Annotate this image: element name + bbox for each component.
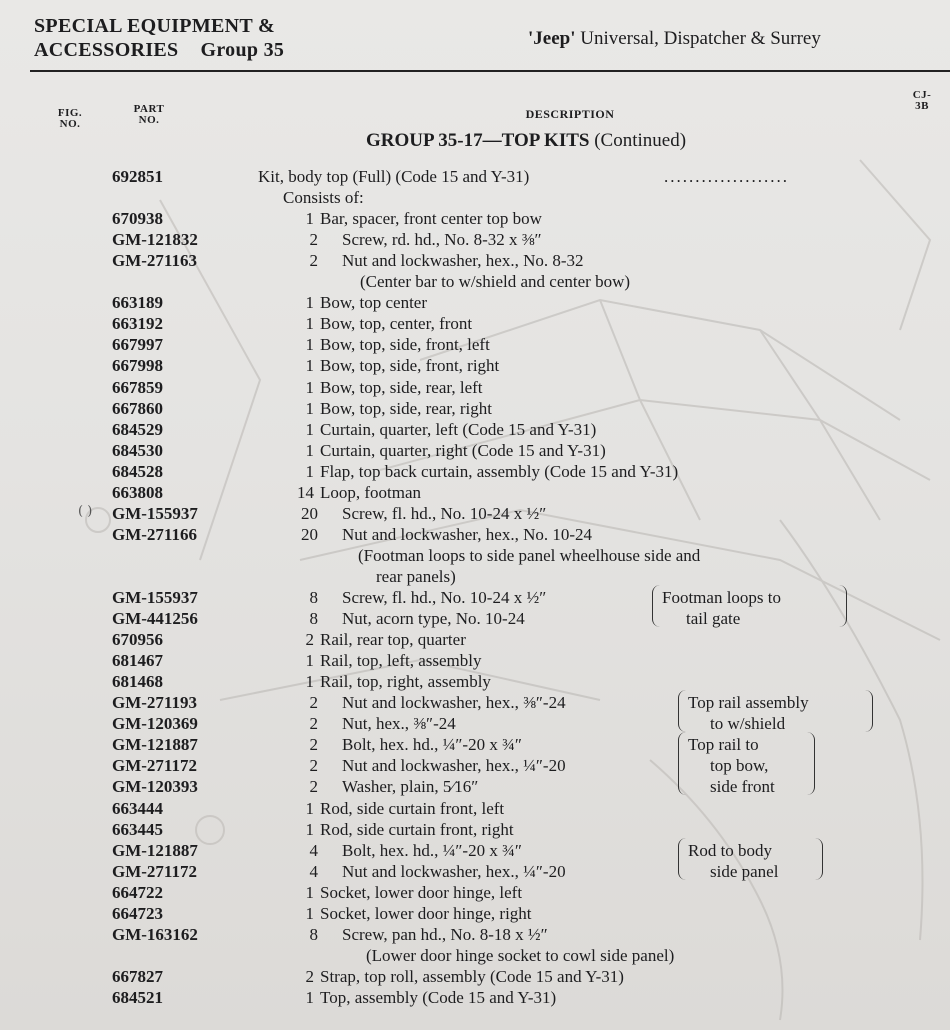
left-brace [678,838,687,880]
part-number: 684521 [112,987,163,1007]
heading-accessories: ACCESSORIES [34,39,179,61]
part-description: Nut, acorn type, No. 10-24 [342,609,525,629]
left-brace [652,585,661,627]
header-rule [30,70,950,72]
bracket-note: side panel [710,861,779,881]
page-heading [34,14,284,62]
description-column-header: DESCRIPTION [525,107,615,121]
part-description: Bow, top, side, rear, right [320,398,492,418]
quantity: 1 [305,882,314,902]
dot-leader: .................... [664,167,789,186]
parts-row [0,629,950,650]
parts-row [0,187,950,208]
part-no-column-header [124,104,174,126]
part-number: GM-163162 [112,924,198,944]
quantity: 2 [309,735,318,755]
quantity: 1 [305,314,314,334]
quantity: 1 [305,440,314,460]
usage-note: (Center bar to w/shield and center bow) [360,272,631,292]
parts-row [0,419,950,440]
heading-group: Group 35 [200,39,285,61]
quantity: 1 [305,819,314,839]
part-description: Bow, top, center, front [320,314,473,334]
vehicle-models: Universal, Dispatcher & Surrey [580,28,821,49]
bracket-note: Top rail assembly [688,693,809,713]
quantity: 8 [309,924,318,944]
part-number: 667997 [112,335,163,355]
section-title [366,130,686,152]
parts-row [0,398,950,419]
quantity: 1 [305,335,314,355]
part-label: PART [133,103,165,115]
part-description: Bow, top, side, rear, left [320,377,483,397]
parts-row [0,650,950,671]
part-description: Flap, top back curtain, assembly (Code 15 and Y-31) [320,461,679,481]
part-description: Nut and lockwasher, hex., ¼″-20 [342,756,566,776]
part-description: Screw, rd. hd., No. 8-32 x ⅜″ [342,230,542,250]
parts-row [0,692,950,713]
part-number: 663189 [112,293,163,313]
section-name: TOP KITS [501,130,590,151]
quantity: 4 [309,840,318,860]
parts-row [0,861,950,882]
part-number: 663192 [112,314,163,334]
quantity: 1 [305,798,314,818]
fig-label: FIG. [57,107,83,119]
part-description: Washer, plain, 5⁄16″ [342,777,479,797]
part-description: Bar, spacer, front center top bow [320,209,542,229]
quantity: 20 [301,503,318,523]
part-number: GM-271166 [112,524,197,544]
parts-row [0,355,950,376]
no-label: NO. [59,118,81,130]
quantity: 1 [305,293,314,313]
parts-row [0,903,950,924]
parts-row [0,482,950,503]
part-description: Top, assembly (Code 15 and Y-31) [320,987,557,1007]
quantity: 1 [305,903,314,923]
parts-row [0,819,950,840]
parts-row [0,671,950,692]
part-description: Curtain, quarter, left (Code 15 and Y-31) [320,419,597,439]
parts-row [0,461,950,482]
part-description: Nut and lockwasher, hex., No. 10-24 [342,524,593,544]
parts-row [0,840,950,861]
parts-row [0,524,950,545]
part-description: Nut, hex., ⅜″-24 [342,714,456,734]
part-description: Bow, top, side, front, left [320,335,490,355]
margin-mark: ( ) [78,504,93,519]
part-number: 667998 [112,356,163,376]
quantity: 2 [305,966,314,986]
part-description: Screw, fl. hd., No. 10-24 x ½″ [342,588,547,607]
right-brace [806,732,815,795]
parts-row [0,313,950,334]
section-continued: (Continued) [594,130,687,151]
part-no-label: NO. [138,114,160,126]
part-description: Screw, pan hd., No. 8-18 x ½″ [342,924,548,944]
part-description: Bolt, hex. hd., ¼″-20 x ¾″ [342,840,522,860]
quantity: 8 [309,609,318,629]
bracket-note: tail gate [686,609,741,629]
left-brace [678,690,687,732]
model-label-1: CJ- [912,89,932,101]
quantity: 2 [309,251,318,271]
part-description: Nut and lockwasher, hex., ¼″-20 [342,861,566,881]
part-number: 684528 [112,461,163,481]
part-number: 663444 [112,798,163,818]
parts-row [0,566,950,587]
part-description: Kit, body top (Full) (Code 15 and Y-31) [258,167,530,186]
part-number: GM-155937 [112,503,198,523]
parts-row [0,440,950,461]
quantity: 2 [309,230,318,250]
part-number: GM-271163 [112,251,197,271]
model-column-header [902,90,942,112]
parts-row [0,292,950,313]
part-description: Nut and lockwasher, hex., ⅜″-24 [342,693,566,713]
part-number: GM-120369 [112,714,198,734]
parts-row [0,250,950,271]
part-number: GM-121887 [112,735,198,755]
right-brace [838,585,847,627]
quantity: 14 [297,482,314,502]
part-description: Strap, top roll, assembly (Code 15 and Y-31) [320,966,624,986]
parts-row [0,713,950,734]
quantity: 2 [309,756,318,776]
part-number: 681467 [112,651,163,671]
vehicle-brand: 'Jeep' [528,28,576,49]
part-description: Rod, side curtain front, left [320,798,505,818]
bracket-note: to w/shield [710,714,786,734]
parts-row [0,377,950,398]
bracket-note: side front [710,777,775,797]
parts-row [0,208,950,229]
part-number: 667859 [112,377,163,397]
bracket-note: Rod to body [688,840,773,860]
model-label-2: 3B [915,100,929,112]
parts-row [0,587,950,608]
quantity: 20 [301,524,318,544]
part-description: Screw, fl. hd., No. 10-24 x ½″ [342,503,547,523]
quantity: 1 [305,672,314,692]
parts-row [0,987,950,1008]
parts-row [0,271,950,292]
part-number: 670938 [112,209,163,229]
part-description: Loop, footman [320,482,422,502]
quantity: 2 [309,693,318,713]
part-number: GM-155937 [112,588,198,607]
usage-note: (Lower door hinge socket to cowl side panel) [366,945,675,965]
part-number: 681468 [112,672,163,692]
quantity: 1 [305,209,314,229]
part-number: 692851 [112,167,163,186]
section-group: GROUP 35-17— [366,130,502,151]
part-number: 684529 [112,419,163,439]
right-brace [814,838,823,880]
part-number: GM-271172 [112,756,197,776]
quantity: 1 [305,419,314,439]
fig-no-column-header [50,108,90,130]
parts-row [0,945,950,966]
quantity: 1 [305,377,314,397]
bracket-note: Footman loops to [662,588,782,607]
part-number: 664722 [112,882,163,902]
vehicle-title [528,28,821,50]
heading-line-2 [34,38,284,62]
part-description: Rail, top, right, assembly [320,672,491,692]
usage-note: (Footman loops to side panel wheelhouse side and [358,545,701,565]
parts-row [0,166,950,187]
part-number: 664723 [112,903,163,923]
part-description: Consists of: [283,188,364,208]
parts-row [0,334,950,355]
part-description: Rail, top, left, assembly [320,651,482,671]
parts-row [0,966,950,987]
part-number: 667860 [112,398,163,418]
part-description: Rod, side curtain front, right [320,819,514,839]
left-brace [678,732,687,795]
quantity: 2 [309,777,318,797]
part-number: GM-441256 [112,609,198,629]
part-description: Bow, top center [320,293,428,313]
quantity: 2 [305,630,314,650]
quantity: 1 [305,461,314,481]
parts-row [0,545,950,566]
part-number: GM-271193 [112,693,197,713]
part-description: Bow, top, side, front, right [320,356,500,376]
part-number: 684530 [112,440,163,460]
parts-row [0,924,950,945]
part-number: GM-121887 [112,840,198,860]
quantity: 1 [305,651,314,671]
quantity: 4 [309,861,318,881]
parts-row [0,608,950,629]
part-number: 667827 [112,966,163,986]
part-description: Socket, lower door hinge, right [320,903,532,923]
parts-row [0,798,950,819]
quantity: 2 [309,714,318,734]
part-description: Nut and lockwasher, hex., No. 8-32 [342,251,584,271]
part-number: 670956 [112,630,163,650]
part-description: Socket, lower door hinge, left [320,882,523,902]
part-number: 663808 [112,482,163,502]
quantity: 1 [305,987,314,1007]
usage-note: rear panels) [376,566,456,586]
part-number: GM-120393 [112,777,198,797]
quantity: 8 [309,588,318,607]
heading-line-1: SPECIAL EQUIPMENT & [34,15,275,37]
part-description: Curtain, quarter, right (Code 15 and Y-31) [320,440,606,460]
part-description: Bolt, hex. hd., ¼″-20 x ¾″ [342,735,522,755]
right-brace [864,690,873,732]
part-description: Rail, rear top, quarter [320,630,466,650]
bracket-note: Top rail to [688,735,759,755]
part-number: 663445 [112,819,163,839]
bracket-note: top bow, [710,756,769,776]
parts-row [0,503,950,524]
part-number: GM-271172 [112,861,197,881]
quantity: 1 [305,398,314,418]
part-number: GM-121832 [112,230,198,250]
parts-row [0,882,950,903]
parts-row [0,229,950,250]
quantity: 1 [305,356,314,376]
